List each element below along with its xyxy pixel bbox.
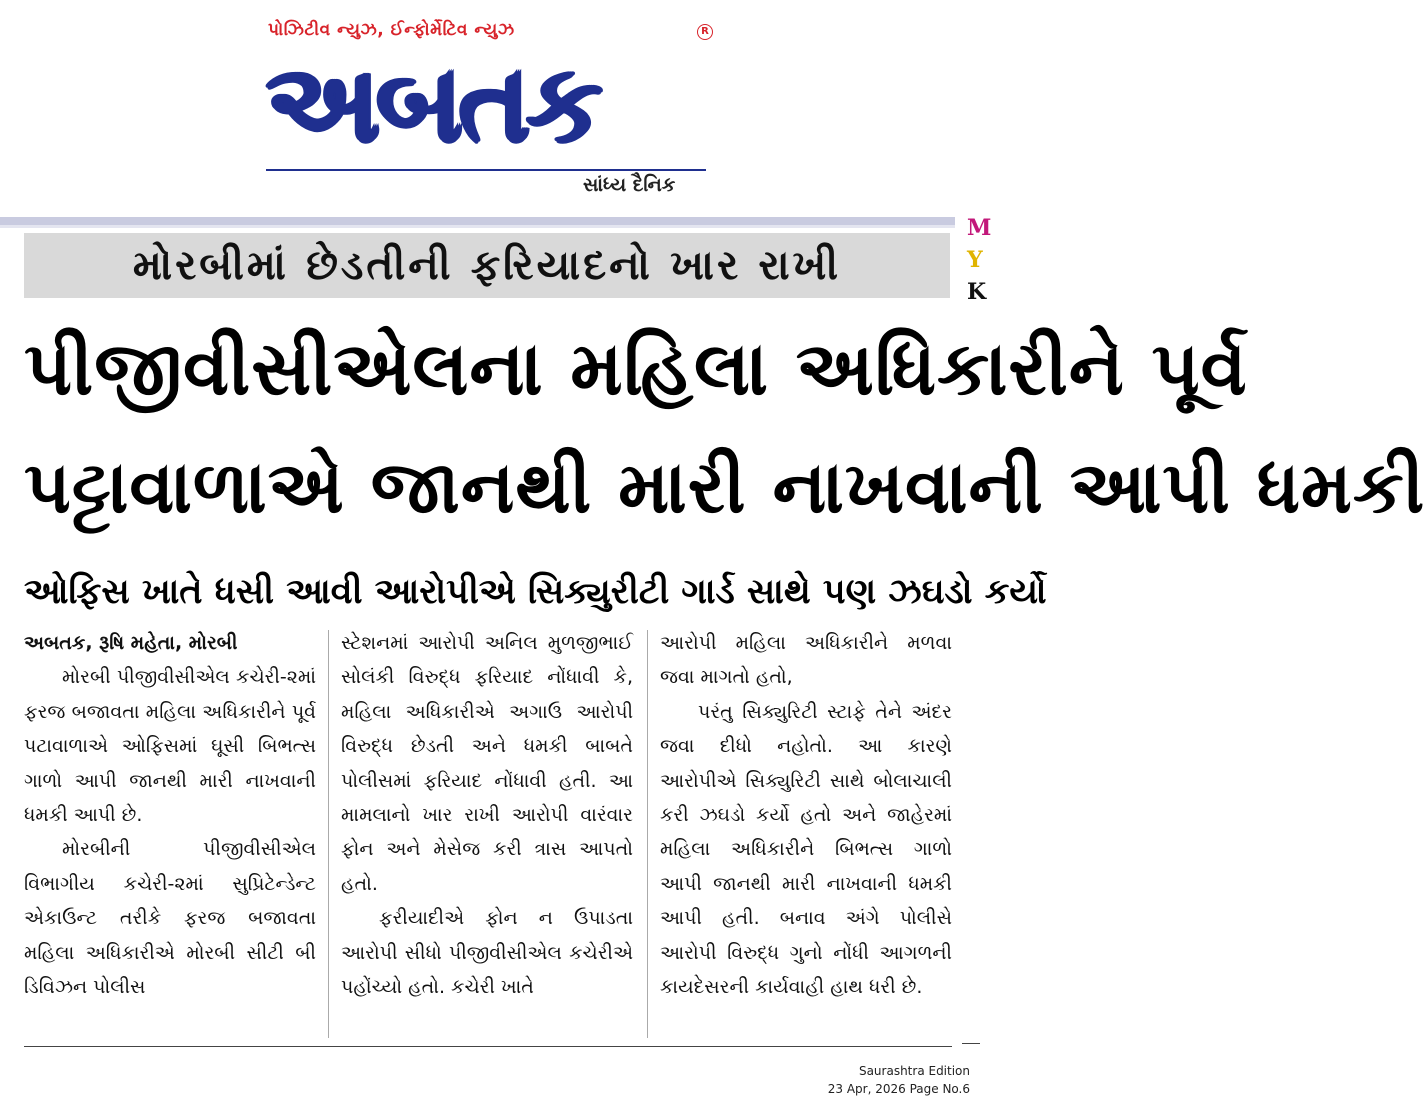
article-byline: અબતક, રૂષિ મહેતા, મોરબી bbox=[24, 632, 238, 654]
newspaper-logo: અબતક bbox=[266, 41, 599, 166]
article-paragraph: આરોપી મહિલા અધિકારીને મળવા જવા માગતો હતો, bbox=[660, 632, 952, 689]
edition-date-page: 23 Apr, 2026 Page No.6 bbox=[827, 1082, 970, 1096]
masthead bbox=[0, 0, 980, 222]
masthead-divider-band-light bbox=[0, 225, 955, 228]
masthead-divider-band bbox=[0, 217, 955, 225]
logo-underline bbox=[266, 169, 706, 171]
article-kicker: મોરબીમાં છેડતીની ફરિયાદનો ખાર રાખી bbox=[24, 233, 950, 298]
edge-letter: Y bbox=[967, 247, 983, 273]
article-paragraph: મોરબીની પીજીવીસીએલ વિભાગીય કચેરી-૨માં સુપ્રિટેન્ડેન્ટ એકાઉન્ટ તરીકે ફરજ બજાવતા મહિલા અધિકારીએ મોરબી સીટી બી ડિવિઝન પોલીસ bbox=[24, 838, 316, 999]
masthead-tagline: પોઝિટીવ ન્યુઝ, ઈન્ફોર્મેટિવ ન્યુઝ bbox=[268, 20, 515, 40]
article-column-3 bbox=[660, 626, 952, 1004]
article-column-1 bbox=[24, 626, 316, 1004]
article-headline-line-2: પટ્ટાવાળાએ જાનથી મારી નાખવાની આપી ધમકી bbox=[24, 445, 1425, 529]
column-divider bbox=[647, 630, 648, 1038]
edge-letter: K bbox=[967, 279, 987, 305]
adjacent-page-edge bbox=[967, 212, 992, 308]
article-paragraph: પરંતુ સિક્યુરિટી સ્ટાફે તેને અંદર જવા દીધો નહોતો. આ કારણે આરોપીએ સિક્યુરિટી સાથે બોલાચાલી કરી ઝઘડો કર્યો હતો અને જાહેરમાં મહિલા અધિકારીને બિભત્સ ગાળો આપી જાનથી મારી નાખવાની ધમકી આપી હતી. બનાવ અંગે પોલીસે આરોપી વિરુદ્ધ ગુનો નોંધી આગળની કાયદેસરની કાર્યવાહી હાથ ધરી છે. bbox=[660, 700, 952, 999]
edge-letter: M bbox=[967, 215, 992, 241]
article-column-2 bbox=[341, 626, 633, 1004]
article-paragraph: સ્ટેશનમાં આરોપી અનિલ મુળજીભાઈ સોલંકી વિરુદ્ધ ફરિયાદ નોંધાવી કે, મહિલા અધિકારીએ અગાઉ આરોપી વિરુદ્ધ છેડતી અને ધમકી બાબતે પોલીસમાં ફરિયાદ નોંધાવી હતી. આ મામલાનો ખાર રાખી આરોપી વારંવાર ફોન અને મેસેજ કરી ત્રાસ આપતો હતો. bbox=[341, 632, 633, 895]
edition-footer bbox=[828, 1062, 970, 1098]
masthead-subtitle: સાંધ્ય દૈનિક bbox=[583, 174, 676, 196]
edition-name: Saurashtra Edition bbox=[858, 1064, 970, 1078]
article-bottom-rule bbox=[24, 1046, 952, 1047]
article-paragraph: મોરબી પીજીવીસીએલ કચેરી-૨માં ફરજ બજાવતા મહિલા અધિકારીને પૂર્વ પટાવાળાએ ઓફિસમાં ઘૂસી બિભત્સ ગાળો આપી જાનથી મારી નાખવાની ધમકી આપી છે. bbox=[24, 666, 316, 827]
column-divider bbox=[328, 630, 329, 1038]
registered-mark: R bbox=[697, 24, 713, 40]
article-deck: ઓફિસ ખાતે ધસી આવી આરોપીએ સિક્યુરીટી ગાર્ડ સાથે પણ ઝઘડો કર્યો bbox=[24, 572, 1047, 612]
adjacent-rule-tick bbox=[962, 1043, 980, 1044]
article-paragraph: ફરીયાદીએ ફોન ન ઉપાડતા આરોપી સીધો પીજીવીસીએલ કચેરીએ પહોંચ્યો હતો. કચેરી ખાતે bbox=[341, 907, 633, 999]
article-headline-line-1: પીજીવીસીએલના મહિલા અધિકારીને પૂર્વ bbox=[24, 326, 1248, 412]
